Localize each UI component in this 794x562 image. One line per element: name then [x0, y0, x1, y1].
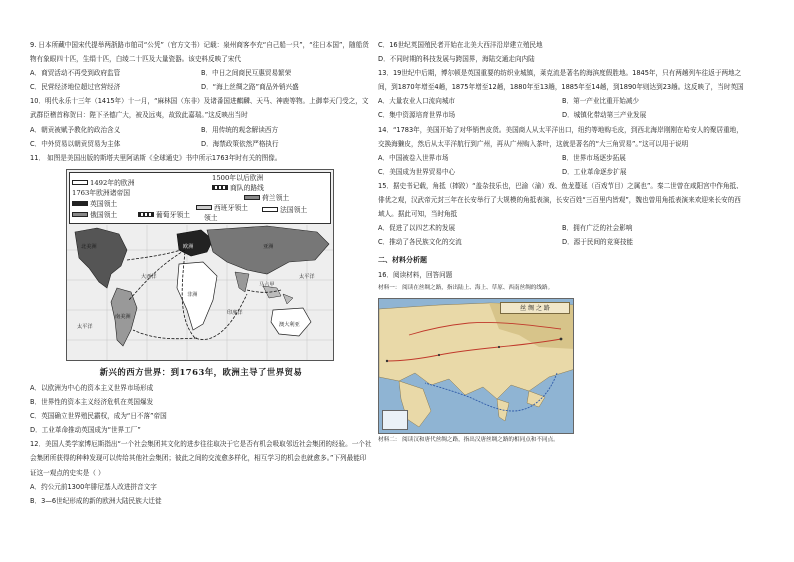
legend-portugal-label: 葡萄牙领土 [156, 210, 190, 219]
q15-option-b[interactable]: B．拥有广泛的社会影响 [562, 224, 633, 233]
q15-option-a[interactable]: A．促进了以四艺术的发展 [378, 224, 456, 233]
q9-stem: 9. 日本所藏中国宋代提举两浙路市舶司“公凭”（官方文书）记载：泉州商客李充“自己船一只”，“往日本国”，随船货物有象眼四十匹，生绢十匹，白绫二十匹及大量瓷器。该史料反映了宋代 [30, 41, 369, 64]
q11-stem: 11． 如图是美国出版的斯塔夫里阿诺斯《全球通史》书中所示1763年时有关的图像。 [30, 153, 282, 162]
q9-option-b[interactable]: B．中日之间商民互惠贸易繁荣 [201, 69, 292, 78]
q12-option-b[interactable]: B．3—6世纪形成的新的欧洲大陆民族大迁徙 [30, 496, 162, 505]
q13-stem: 13．19世纪中后期，博尔顿是英国重要的纺织业城镇，莱克流是著名的海滨度假胜地。1845年，只有两趟列车往返于两地之间，到1870年增至4趟，1875年增至12趟，1880年至13趟，1885年至14趟，到1890年则达到23趟。这反映了，当时英国 [378, 69, 744, 92]
silk-road-map [378, 298, 574, 434]
map-label-islands: 马六甲 [259, 281, 275, 288]
q13-options-row2 [378, 108, 746, 122]
q11-option-d[interactable]: D．工业革命推动英国成为“世界工厂” [30, 426, 141, 435]
q15-options-row1 [378, 221, 746, 235]
q12-option-a[interactable]: A．约公元前1300年腓尼基人改进拼音文字 [30, 482, 157, 491]
legend-netherlands-label: 荷兰领土 [262, 193, 290, 202]
q9-option-d[interactable]: D．“海上丝绸之路”商品外销兴盛 [201, 83, 299, 92]
map-label-pacific-right: 太平洋 [299, 273, 315, 280]
q14-option-d[interactable]: D．工业革命逐步扩展 [562, 167, 627, 176]
legend-1763-label: 1763年欧洲诸帝国 [72, 188, 131, 197]
legend-1492-label: 1492年的欧洲 [90, 178, 135, 187]
q14-option-b[interactable]: B．世界市场逐步拓展 [562, 153, 626, 162]
q9-options-row2 [30, 80, 372, 94]
legend-1500-label: 1500年以后欧洲 [212, 173, 264, 182]
q16-stem: 16．阅读材料，回答问题 [378, 270, 453, 279]
q9-option-a[interactable]: A．商贸活动不再受到政府监管 [30, 69, 121, 78]
silk-road-drawing [379, 299, 574, 434]
legend-france-label: 法国领土 [280, 205, 308, 214]
right-column [378, 38, 746, 446]
left-column [30, 38, 372, 508]
legend-swatch-france [262, 207, 278, 212]
map-caption: 新兴的西方世界：到1763年，欧洲主导了世界贸易 [99, 366, 303, 377]
map-label-indian-ocean: 印度洋 [227, 309, 243, 316]
q10-options-row2 [30, 137, 372, 151]
legend-britain-label: 英国领土 [90, 199, 118, 208]
q10-option-a[interactable]: A．朝贡被赋予教化的政治含义 [30, 125, 121, 134]
q11-option-c[interactable]: C．英国确立世界殖民霸权，成为“日不落”帝国 [30, 412, 167, 421]
q9-options-row1 [30, 66, 372, 80]
section-heading-material: 二、材料分析题 [378, 256, 427, 265]
map-label-africa: 非洲 [187, 291, 198, 298]
map-label-north-america: 北美洲 [81, 243, 97, 250]
map-label-pacific: 太平洋 [77, 323, 93, 330]
world-trade-map [66, 169, 334, 361]
legend-swatch-1492 [72, 180, 88, 185]
map-label-asia: 亚洲 [263, 243, 274, 250]
legend-swatch-russia [72, 212, 88, 217]
q10-options-row1 [30, 123, 372, 137]
silk-road-map-title: 丝 绸 之 路 [500, 302, 570, 314]
q10-option-c[interactable]: C．中外贸易以朝贡贸易为主体 [30, 139, 121, 148]
map-label-australia: 澳大利亚 [279, 321, 300, 328]
legend-spain-label: 西班牙领土 [214, 203, 248, 212]
legend-territory-label: 领土 [204, 213, 218, 222]
q13-option-d[interactable]: D．城镇化带动第三产业发展 [562, 111, 647, 120]
q9-option-c[interactable]: C．民营经济地位超过官营经济 [30, 83, 121, 92]
map-inset-box [382, 410, 408, 430]
map-label-europe: 欧洲 [183, 243, 194, 250]
q15-option-c[interactable]: C．推动了各民族文化的交流 [378, 238, 462, 247]
q10-option-b[interactable]: B．用传统的观念解读西方 [201, 125, 279, 134]
q10-stem: 10．明代永乐十三年（1415年）十一月，“麻林国（东非）及诸番国进麒麟、天马、神鹿等物。上御奉天门受之，文武群臣稽首称贺曰：陛下圣德广大，被及远夷，故致此嘉瑞。”这反映出当时 [30, 97, 369, 120]
map-label-atlantic: 大西洋 [141, 273, 157, 280]
q13-option-a[interactable]: A．大量农业人口流向城市 [378, 97, 456, 106]
q11-option-a[interactable]: A．以欧洲为中心的资本主义世界市场形成 [30, 383, 154, 392]
legend-caravan-label: 商队的路线 [230, 183, 264, 192]
q14-options-row2 [378, 165, 746, 179]
map-legend [69, 172, 331, 224]
legend-swatch-netherlands [244, 195, 260, 200]
q13-option-c[interactable]: C．集中资源培育世界市场 [378, 111, 456, 120]
q14-option-c[interactable]: C．美国成为世界贸易中心 [378, 167, 456, 176]
q15-option-d[interactable]: D．源于民间的竞赛技能 [562, 238, 634, 247]
q13-options-row1 [378, 94, 746, 108]
legend-swatch-caravan [212, 185, 228, 190]
q14-options-row1 [378, 151, 746, 165]
q11-option-b[interactable]: B．世界性的资本主义经济危机在英国爆发 [30, 398, 154, 407]
q12-option-d[interactable]: D．不同时期的科技发展与跨国界，海陆交通走向内陆 [378, 55, 535, 64]
q15-options-row2 [378, 235, 746, 249]
legend-swatch-spain [196, 205, 212, 210]
q15-stem: 15．据史书记载，角抵（摔跤）“盖杂技乐也，巴渝（渝）戏、鱼龙蔓延（百戏节目）之属也”。秦二世曾在咸阳宫中作角抵、俳优之观，汉武帝元封三年在长安举行了大规模的角抵表演，长安百姓“三百里内皆观”，魏也曾用角抵表演来欢迎来长安的西域人。据此可知，当时角抵 [378, 181, 743, 219]
map-label-south-america: 南美洲 [115, 313, 131, 320]
legend-swatch-britain [72, 201, 88, 206]
q12-stem: 12．美国人类学家博厄斯指出“一个社会集团其文化的进步往往取决于它是否有机会吸取邻近社会集团的经验。一个社会集团所获得的种种发现可以传给其他社会集团；彼此之间的交流愈多样化，相互学习的机会也就愈多。”下列最能印证这一观点的史实是（ ） [30, 440, 372, 477]
legend-swatch-portugal [138, 212, 154, 217]
q13-option-b[interactable]: B．第一产业比重开始减少 [562, 97, 640, 106]
q14-option-a[interactable]: A．中国被卷入世界市场 [378, 153, 449, 162]
legend-russia-label: 俄国领土 [90, 210, 118, 219]
material-two: 材料二： 阅读汉和唐代丝绸之路，指出汉唐丝绸之路的相同点和不同点。 [378, 436, 559, 443]
q12-option-c[interactable]: C．16世纪英国殖民者开始在北美大西洋沿岸建立殖民地 [378, 41, 543, 49]
material-one: 材料一： 阅读在丝绸之路，指出陆上、海上、草原、西南丝绸的线路。 [378, 284, 554, 291]
q14-stem: 14．“1783年，美国开始了对华销售皮货。美国商人从太平洋出口，纽约等地购毛皮，到西北海岸刚刚在哈安人的聚居重地，交换海獭皮，然后从太平洋航行到广州，再从广州购入茶叶，这就是著名的“大三角贸易”。”这可以用于说明 [378, 125, 743, 148]
q10-option-d[interactable]: D．海禁政策依然严格执行 [201, 139, 279, 148]
